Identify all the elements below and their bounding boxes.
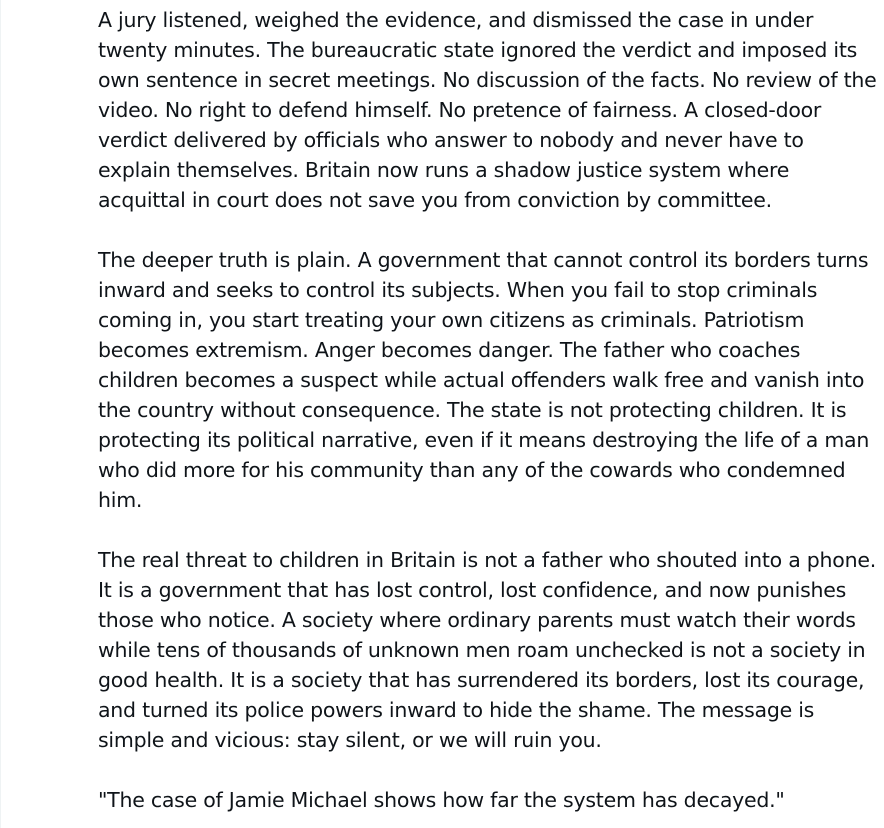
post-paragraph-1: A jury listened, weighed the evidence, and dismissed the case in under twenty minutes. The bureaucratic state ignored the verdict and imposed its own sentence in secret meetings. No discussion of the facts. No review of the video. No right to defend himself. No pretence of fairness. A closed-door verdict delivered by officials who answer to nobody and never have to explain themselves. Britain now runs a shadow justice system where acquittal in court does not save you from conviction by committee. <box>98 8 877 212</box>
post-text-body <box>98 5 878 815</box>
left-divider <box>0 0 1 828</box>
post-paragraph-3: The real threat to children in Britain is not a father who shouted into a phone. It is a government that has lost control, lost confidence, and now punishes those who notice. A society where ordinary parents must watch their words while tens of thousands of unknown men roam unchecked is not a society in good health. It is a society that has surrendered its borders, lost its courage, and turned its police powers inward to hide the shame. The message is simple and vicious: stay silent, or we will ruin you. <box>98 548 876 752</box>
post-paragraph-2: The deeper truth is plain. A government that cannot control its borders turns inward and seeks to control its subjects. When you fail to stop criminals coming in, you start treating your own citizens as criminals. Patriotism becomes extremism. Anger becomes danger. The father who coaches children becomes a suspect while actual offenders walk free and vanish into the country without consequence. The state is not protecting children. It is protecting its political narrative, even if it means destroying the life of a man who did more for his community than any of the cowards who condemned him. <box>98 248 870 512</box>
post-quote-paragraph: "The case of Jamie Michael shows how far the system has decayed." <box>98 788 785 812</box>
